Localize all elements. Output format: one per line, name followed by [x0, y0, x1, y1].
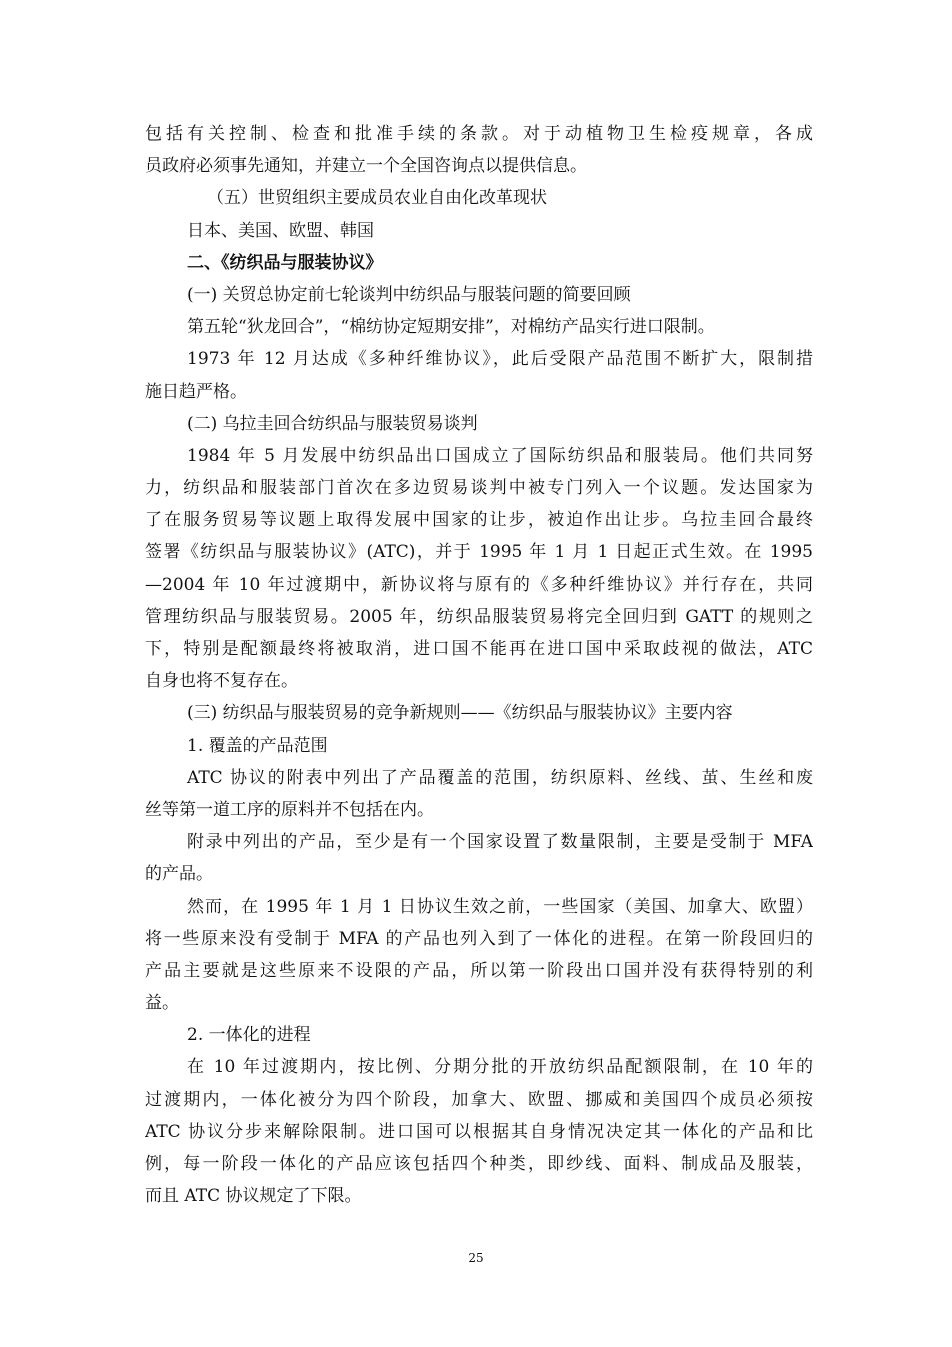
text-line: 员政府必须事先通知，并建立一个全国咨询点以提供信息。 [145, 156, 587, 177]
text-line: 的产品。 [145, 864, 213, 885]
section-heading: （五）世贸组织主要成员农业自由化改革现状 [207, 188, 547, 209]
text-line: 第五轮“狄龙回合”，“棉纺协定短期安排”，对棉纺产品实行进口限制。 [187, 317, 715, 338]
text-line: 了在服务贸易等议题上取得发展中国家的让步，被迫作出让步。乌拉圭回合最终 [145, 510, 813, 531]
text-line: 力，纺织品和服装部门首次在多边贸易谈判中被专门列入一个议题。发达国家为 [145, 478, 813, 499]
text-line: 过渡期内，一体化被分为四个阶段，加拿大、欧盟、挪威和美国四个成员必须按 [145, 1089, 813, 1110]
text-line: 产品主要就是这些原来不设限的产品，所以第一阶段出口国并没有获得特别的利 [145, 960, 813, 981]
text-line: 1973 年 12 月达成《多种纤维协议》，此后受限产品范围不断扩大，限制措 [187, 349, 813, 370]
text-line: 签署《纺织品与服装协议》(ATC)，并于 1995 年 1 月 1 日起正式生效。在 1995 [145, 542, 813, 563]
text-line: 施日趋严格。 [145, 381, 247, 402]
subsection-heading: 2. 一体化的进程 [187, 1025, 311, 1046]
chapter-heading: 二、《纺织品与服装协议》 [187, 252, 383, 273]
text-line: 在 10 年过渡期内，按比例、分期分批的开放纺织品配额限制，在 10 年的 [187, 1057, 813, 1078]
page-body [145, 118, 813, 1212]
text-line: 日本、美国、欧盟、韩国 [187, 220, 374, 241]
section-heading: (二) 乌拉圭回合纺织品与服装贸易谈判 [187, 413, 478, 434]
text-line: ATC 协议的附表中列出了产品覆盖的范围，纺织原料、丝线、茧、生丝和废 [187, 767, 813, 788]
text-line: 1984 年 5 月发展中纺织品出口国成立了国际纺织品和服装局。他们共同努 [187, 445, 813, 466]
text-line: 益。 [145, 993, 179, 1014]
text-line: 丝等第一道工序的原料并不包括在内。 [145, 799, 434, 820]
text-line: 将一些原来没有受制于 MFA 的产品也列入到了一体化的进程。在第一阶段回归的 [145, 928, 813, 949]
section-heading: (一) 关贸总协定前七轮谈判中纺织品与服装问题的简要回顾 [187, 284, 631, 305]
text-line: 然而，在 1995 年 1 月 1 日协议生效之前，一些国家（美国、加拿大、欧盟） [187, 896, 813, 917]
subsection-heading: 1. 覆盖的产品范围 [187, 735, 328, 756]
text-line: 下，特别是配额最终将被取消，进口国不能再在进口国中采取歧视的做法，ATC [145, 639, 813, 659]
page-number: 25 [468, 1251, 484, 1265]
text-line: 包括有关控制、检查和批准手续的条款。对于动植物卫生检疫规章，各成 [145, 124, 813, 144]
text-line: 自身也将不复存在。 [145, 671, 298, 692]
text-line: 例，每一阶段一体化的产品应该包括四个种类，即纱线、面料、制成品及服装， [145, 1154, 813, 1174]
text-line: 管理纺织品与服装贸易。2005 年，纺织品服装贸易将完全回归到 GATT 的规则之 [145, 606, 813, 627]
text-line: ATC 协议分步来解除限制。进口国可以根据其自身情况决定其一体化的产品和比 [145, 1121, 813, 1142]
section-heading: (三) 纺织品与服装贸易的竞争新规则——《纺织品与服装协议》主要内容 [187, 703, 733, 724]
text-line: 而且 ATC 协议规定了下限。 [145, 1186, 362, 1207]
text-line: —2004 年 10 年过渡期中，新协议将与原有的《多种纤维协议》并行存在，共同 [145, 574, 813, 595]
text-line: 附录中列出的产品，至少是有一个国家设置了数量限制，主要是受制于 MFA [187, 832, 813, 853]
